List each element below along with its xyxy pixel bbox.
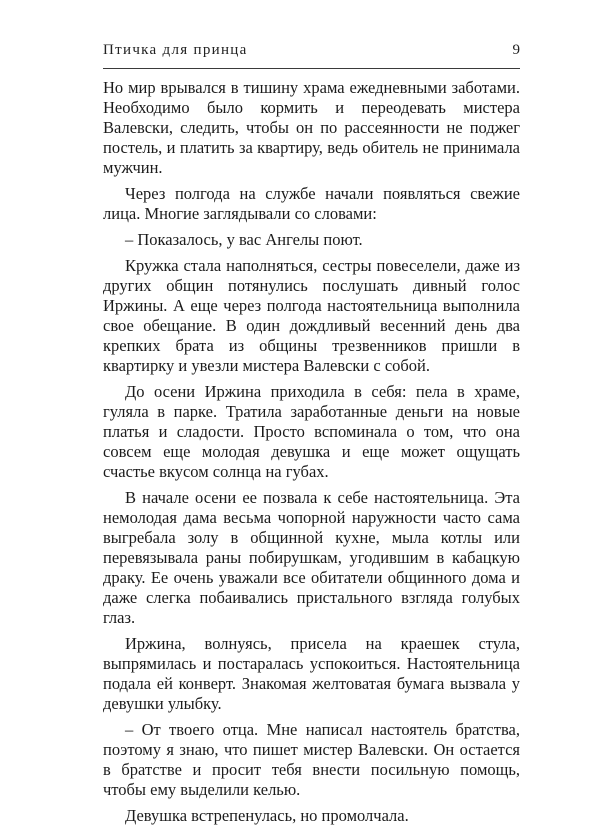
paragraph: До осени Иржина приходила в себя: пела в храме, гуляла в парке. Тратила заработанные деньги на новые платья и сладости. Просто вспоминала о том, что она совсем еще молодая девушка и еще может ощущать счастье вкусом солнца на губах. [103,382,520,481]
header-divider [103,68,520,69]
paragraph: Через полгода на службе начали появляться свежие лица. Многие заглядывали со словами: [103,184,520,223]
paragraph: – Показалось, у вас Ангелы поют. [125,230,363,249]
running-title: Птичка для принца [103,42,248,58]
page-number: 9 [512,42,520,58]
paragraph: Девушка встрепенулась, но промолчала. [125,806,409,825]
paragraph: Иржина, волнуясь, присела на краешек стула, выпрямилась и постаралась успокоиться. Настоятельница подала ей конверт. Знакомая желтоватая бумага вызвала у девушки улыбку. [103,634,520,713]
paragraph: В начале осени ее позвала к себе настоятельница. Эта немолодая дама весьма чопорной наружности часто сама выгребала золу в общинной кухне, мыла котлы или перевязывала раны побирушкам, угодившим в кабацкую драку. Ее очень уважали все обитатели общинного дома и даже слегка побаивались пристального взгляда голубых глаз. [103,488,520,627]
paragraph: – От твоего отца. Мне написал настоятель братства, поэтому я знаю, что пишет мистер Валевски. Он остается в братстве и просит тебя внести посильную помощь, чтобы ему выделили келью. [103,720,520,799]
paragraph: Кружка стала наполняться, сестры повеселели, даже из других общин потянулись послушать дивный голос Иржины. А еще через полгода настоятельница выполнила свое обещание. В один дождливый весенний день два крепких брата из общины трезвенников пришли в квартирку и увезли мистера Валевски с собой. [103,256,520,375]
paragraph: Но мир врывался в тишину храма ежедневными заботами. Необходимо было кормить и переодевать мистера Валевски, следить, чтобы он по рассеянности не поджег постель, и платить за квартиру, ведь обитель не принимала мужчин. [103,78,520,177]
body-text [103,78,520,826]
